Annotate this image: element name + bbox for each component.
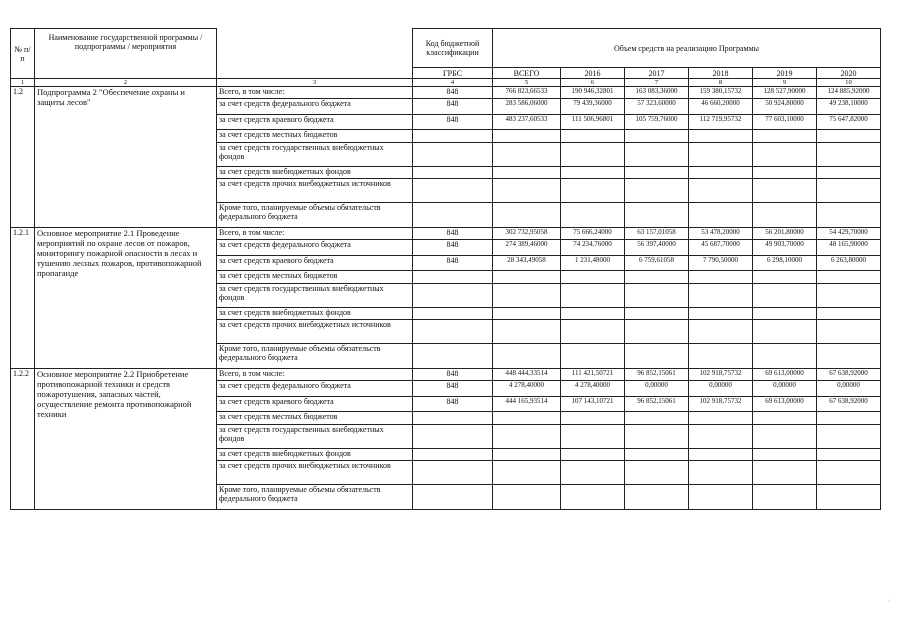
column-number: 4 [413, 79, 493, 87]
funding-source-label: за счет средств краевого бюджета [217, 397, 413, 412]
amount-cell: 159 380,15732 [689, 87, 753, 99]
amount-cell [493, 130, 561, 143]
amount-cell [625, 284, 689, 308]
grbs-code [413, 284, 493, 308]
amount-cell: 0,00000 [817, 381, 881, 397]
amount-cell [689, 449, 753, 461]
amount-cell [753, 320, 817, 344]
amount-cell [625, 425, 689, 449]
amount-cell [817, 412, 881, 425]
amount-cell: 283 586,06000 [493, 99, 561, 115]
amount-cell: 75 666,24000 [561, 228, 625, 240]
amount-cell: 54 429,70000 [817, 228, 881, 240]
funding-source-label: за счет средств прочих внебюджетных источников [217, 461, 413, 485]
amount-cell [817, 308, 881, 320]
funding-source-label: за счет средств прочих внебюджетных источников [217, 320, 413, 344]
amount-cell: 102 918,75732 [689, 397, 753, 412]
grbs-code [413, 203, 493, 228]
amount-cell [817, 203, 881, 228]
amount-cell [753, 485, 817, 510]
funding-source-label: Всего, в том числе: [217, 228, 413, 240]
amount-cell [689, 461, 753, 485]
amount-cell [493, 485, 561, 510]
amount-cell: 0,00000 [753, 381, 817, 397]
funding-source-label: за счет средств местных бюджетов [217, 271, 413, 284]
amount-cell [561, 412, 625, 425]
amount-cell [493, 143, 561, 167]
page-mark: · [888, 598, 890, 604]
amount-cell [753, 425, 817, 449]
amount-cell [493, 461, 561, 485]
funding-source-label: Кроме того, планируемые объемы обязательств федерального бюджета [217, 344, 413, 369]
amount-cell [753, 143, 817, 167]
amount-cell [561, 461, 625, 485]
amount-cell [689, 485, 753, 510]
funding-source-label: Кроме того, планируемые объемы обязательств федерального бюджета [217, 485, 413, 510]
amount-cell [689, 130, 753, 143]
column-number: 8 [689, 79, 753, 87]
amount-cell: 75 647,82000 [817, 115, 881, 130]
amount-cell [625, 271, 689, 284]
grbs-code: 848 [413, 256, 493, 271]
amount-cell: 766 823,66533 [493, 87, 561, 99]
amount-cell [817, 485, 881, 510]
amount-cell: 49 903,70000 [753, 240, 817, 256]
amount-cell: 53 478,20000 [689, 228, 753, 240]
amount-cell [817, 320, 881, 344]
amount-cell: 124 885,92000 [817, 87, 881, 99]
program-budget-table [10, 28, 881, 510]
amount-cell: 69 613,00000 [753, 369, 817, 381]
amount-cell: 107 143,10721 [561, 397, 625, 412]
amount-cell [817, 449, 881, 461]
amount-cell: 444 165,93514 [493, 397, 561, 412]
column-number: 2 [35, 79, 217, 87]
amount-cell [561, 271, 625, 284]
table-row [11, 228, 881, 240]
amount-cell [493, 344, 561, 369]
amount-cell: 0,00000 [689, 381, 753, 397]
amount-cell [625, 167, 689, 179]
row-number: 1.2.1 [11, 228, 35, 369]
amount-cell: 163 083,36000 [625, 87, 689, 99]
amount-cell: 190 946,32801 [561, 87, 625, 99]
funding-source-label: за счет средств внебюджетных фондов [217, 449, 413, 461]
amount-cell [561, 425, 625, 449]
grbs-code: 848 [413, 99, 493, 115]
header-sub-2016: 2016 [561, 68, 625, 79]
amount-cell: 79 439,36000 [561, 99, 625, 115]
row-number: 1.2 [11, 87, 35, 228]
amount-cell [625, 344, 689, 369]
column-number: 9 [753, 79, 817, 87]
funding-source-label: за счет средств государственных внебюджетных фондов [217, 284, 413, 308]
header-col-no: № п/п [11, 29, 35, 79]
amount-cell [493, 425, 561, 449]
amount-cell: 1 231,48000 [561, 256, 625, 271]
amount-cell [493, 284, 561, 308]
amount-cell: 0,00000 [625, 381, 689, 397]
amount-cell [817, 143, 881, 167]
amount-cell: 274 389,46000 [493, 240, 561, 256]
grbs-code [413, 449, 493, 461]
amount-cell [753, 344, 817, 369]
amount-cell: 105 759,76000 [625, 115, 689, 130]
amount-cell [561, 344, 625, 369]
amount-cell [561, 179, 625, 203]
column-number: 7 [625, 79, 689, 87]
amount-cell [493, 167, 561, 179]
amount-cell: 50 924,80000 [753, 99, 817, 115]
amount-cell [753, 449, 817, 461]
funding-source-label: за счет средств местных бюджетов [217, 130, 413, 143]
amount-cell [625, 203, 689, 228]
amount-cell [817, 271, 881, 284]
amount-cell [625, 179, 689, 203]
amount-cell: 6 263,80000 [817, 256, 881, 271]
grbs-code: 848 [413, 115, 493, 130]
funding-source-label: Всего, в том числе: [217, 87, 413, 99]
program-name: Основное мероприятие 2.2 Приобретение противопожарной техники и средств пожаротушения, запасных частей, осуществление ремонта противопожарной техники [35, 369, 217, 510]
amount-cell [689, 320, 753, 344]
amount-cell [753, 179, 817, 203]
funding-source-label: за счет средств государственных внебюджетных фондов [217, 425, 413, 449]
funding-source-label: за счет средств государственных внебюджетных фондов [217, 143, 413, 167]
amount-cell [561, 130, 625, 143]
amount-cell: 67 638,92000 [817, 369, 881, 381]
amount-cell: 57 323,60000 [625, 99, 689, 115]
grbs-code [413, 461, 493, 485]
amount-cell: 96 852,15061 [625, 397, 689, 412]
amount-cell [561, 203, 625, 228]
amount-cell [493, 203, 561, 228]
amount-cell: 7 790,50000 [689, 256, 753, 271]
grbs-code [413, 130, 493, 143]
amount-cell: 45 687,70000 [689, 240, 753, 256]
amount-cell [625, 449, 689, 461]
amount-cell: 112 719,95732 [689, 115, 753, 130]
grbs-code [413, 179, 493, 203]
amount-cell [689, 308, 753, 320]
amount-cell [625, 143, 689, 167]
grbs-code [413, 344, 493, 369]
amount-cell [689, 425, 753, 449]
amount-cell [753, 130, 817, 143]
amount-cell: 6 298,10000 [753, 256, 817, 271]
funding-source-label: Всего, в том числе: [217, 369, 413, 381]
amount-cell [689, 344, 753, 369]
amount-cell [817, 425, 881, 449]
amount-cell [689, 271, 753, 284]
header-col-name: Наименование государственной программы / подпрограммы / мероприятия [35, 29, 217, 79]
amount-cell [493, 320, 561, 344]
grbs-code [413, 425, 493, 449]
funding-source-label: за счет средств внебюджетных фондов [217, 167, 413, 179]
amount-cell [753, 284, 817, 308]
amount-cell: 448 444,33514 [493, 369, 561, 381]
grbs-code [413, 320, 493, 344]
grbs-code [413, 271, 493, 284]
amount-cell [689, 203, 753, 228]
amount-cell: 69 613,00000 [753, 397, 817, 412]
grbs-code [413, 167, 493, 179]
funding-source-label: за счет средств местных бюджетов [217, 412, 413, 425]
amount-cell [817, 344, 881, 369]
amount-cell [561, 143, 625, 167]
amount-cell [493, 179, 561, 203]
amount-cell [493, 271, 561, 284]
amount-cell [689, 143, 753, 167]
amount-cell [625, 485, 689, 510]
header-col-source-blank [217, 29, 413, 79]
amount-cell [493, 412, 561, 425]
header-sub-grbs: ГРБС [413, 68, 493, 79]
amount-cell: 46 660,20000 [689, 99, 753, 115]
table-row [11, 369, 881, 381]
amount-cell [625, 320, 689, 344]
amount-cell [625, 412, 689, 425]
grbs-code: 848 [413, 381, 493, 397]
funding-source-label: за счет средств краевого бюджета [217, 115, 413, 130]
amount-cell [689, 412, 753, 425]
amount-cell [625, 130, 689, 143]
grbs-code: 848 [413, 87, 493, 99]
amount-cell [753, 308, 817, 320]
amount-cell [561, 167, 625, 179]
column-number: 10 [817, 79, 881, 87]
amount-cell [625, 461, 689, 485]
grbs-code [413, 412, 493, 425]
header-col-funds: Объем средств на реализацию Программы [493, 29, 881, 68]
amount-cell [561, 485, 625, 510]
header-sub-2019: 2019 [753, 68, 817, 79]
grbs-code [413, 143, 493, 167]
amount-cell [817, 130, 881, 143]
header-sub-2018: 2018 [689, 68, 753, 79]
amount-cell: 483 237,60533 [493, 115, 561, 130]
column-number-row [11, 79, 881, 87]
amount-cell: 28 343,49058 [493, 256, 561, 271]
amount-cell [689, 284, 753, 308]
funding-source-label: за счет средств федерального бюджета [217, 240, 413, 256]
amount-cell: 67 638,92000 [817, 397, 881, 412]
amount-cell [625, 308, 689, 320]
column-number: 1 [11, 79, 35, 87]
amount-cell: 111 421,50721 [561, 369, 625, 381]
amount-cell [561, 284, 625, 308]
column-number: 5 [493, 79, 561, 87]
amount-cell: 102 918,75732 [689, 369, 753, 381]
header-col-code: Код бюджетной классификации [413, 29, 493, 68]
amount-cell [561, 320, 625, 344]
amount-cell: 111 506,96801 [561, 115, 625, 130]
grbs-code [413, 485, 493, 510]
amount-cell: 74 234,76000 [561, 240, 625, 256]
program-name: Подпрограмма 2 "Обеспечение охраны и защиты лесов" [35, 87, 217, 228]
amount-cell [753, 203, 817, 228]
column-number: 6 [561, 79, 625, 87]
amount-cell: 63 157,01058 [625, 228, 689, 240]
table-row [11, 87, 881, 99]
amount-cell [493, 449, 561, 461]
column-number: 3 [217, 79, 413, 87]
amount-cell: 6 759,61058 [625, 256, 689, 271]
header-sub-2017: 2017 [625, 68, 689, 79]
funding-source-label: за счет средств прочих внебюджетных источников [217, 179, 413, 203]
header-sub-2020: 2020 [817, 68, 881, 79]
grbs-code: 848 [413, 228, 493, 240]
amount-cell [753, 167, 817, 179]
amount-cell [817, 284, 881, 308]
amount-cell: 49 238,10000 [817, 99, 881, 115]
amount-cell: 4 278,40000 [561, 381, 625, 397]
funding-source-label: Кроме того, планируемые объемы обязательств федерального бюджета [217, 203, 413, 228]
funding-source-label: за счет средств федерального бюджета [217, 381, 413, 397]
budget-table-container [10, 28, 881, 510]
amount-cell [561, 308, 625, 320]
amount-cell: 128 527,90000 [753, 87, 817, 99]
amount-cell [753, 412, 817, 425]
funding-source-label: за счет средств внебюджетных фондов [217, 308, 413, 320]
amount-cell [689, 179, 753, 203]
amount-cell [753, 271, 817, 284]
header-sub-total: ВСЕГО [493, 68, 561, 79]
amount-cell: 302 732,95058 [493, 228, 561, 240]
amount-cell [689, 167, 753, 179]
amount-cell [817, 179, 881, 203]
row-number: 1.2.2 [11, 369, 35, 510]
amount-cell: 56 397,40000 [625, 240, 689, 256]
amount-cell: 77 603,10000 [753, 115, 817, 130]
amount-cell [817, 461, 881, 485]
funding-source-label: за счет средств краевого бюджета [217, 256, 413, 271]
amount-cell [561, 449, 625, 461]
amount-cell: 56 201,80000 [753, 228, 817, 240]
amount-cell: 96 852,15061 [625, 369, 689, 381]
funding-source-label: за счет средств федерального бюджета [217, 99, 413, 115]
grbs-code: 848 [413, 369, 493, 381]
amount-cell [493, 308, 561, 320]
grbs-code: 848 [413, 397, 493, 412]
grbs-code: 848 [413, 240, 493, 256]
grbs-code [413, 308, 493, 320]
amount-cell: 4 278,40000 [493, 381, 561, 397]
program-name: Основное мероприятие 2.1 Проведение мероприятий по охране лесов от пожаров, мониторингу пожарной опасности в лесах и тушению лесных пожаров, противопожарной пропаганде [35, 228, 217, 369]
amount-cell [817, 167, 881, 179]
amount-cell: 48 165,90000 [817, 240, 881, 256]
amount-cell [753, 461, 817, 485]
